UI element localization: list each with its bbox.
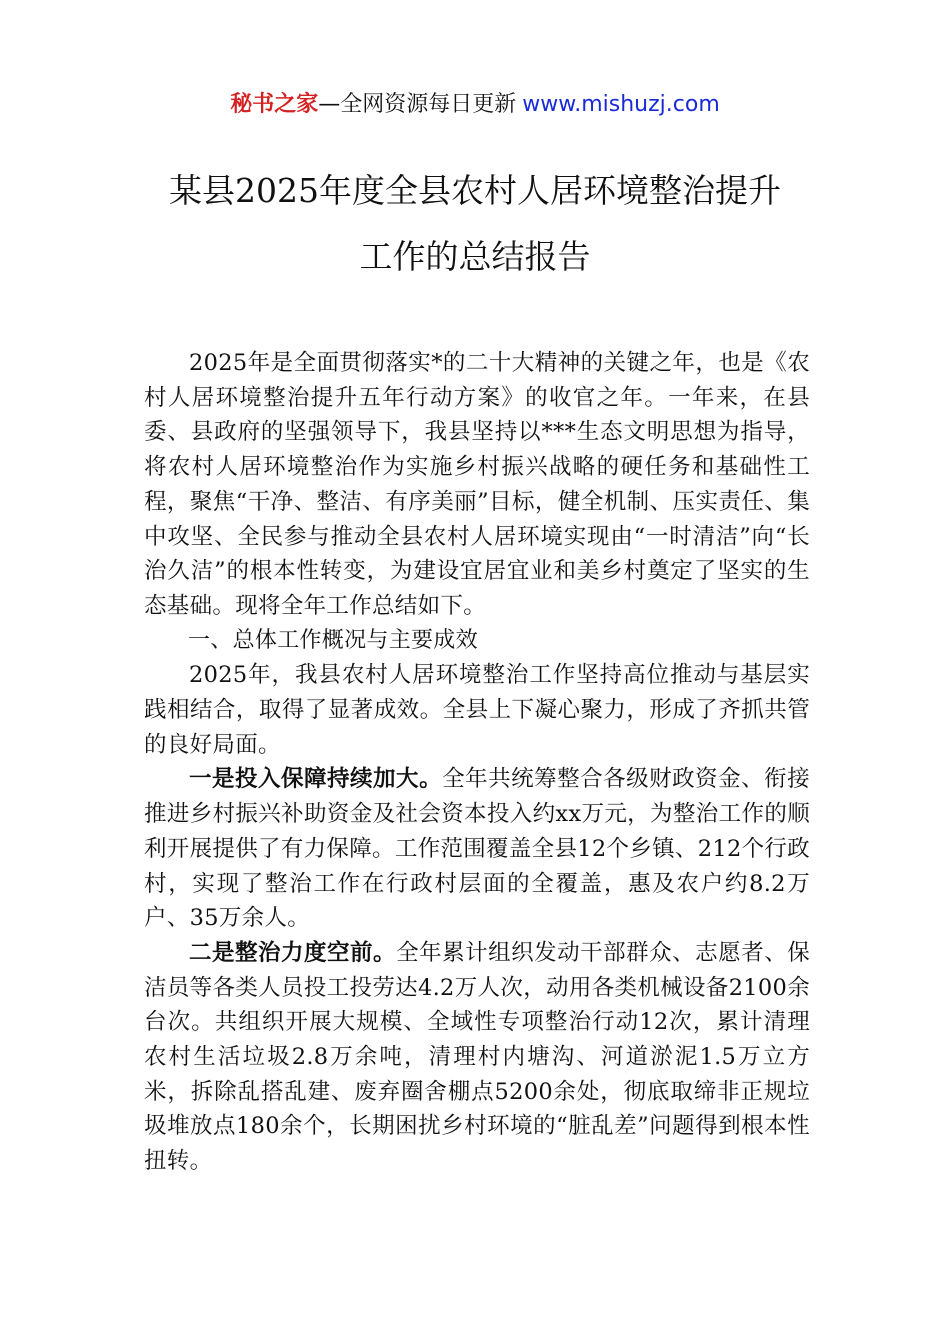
title-line-2: 工作的总结报告	[359, 237, 591, 276]
brand-name: 秘书之家	[230, 92, 319, 117]
title-line-1: 某县2025年度全县农村人居环境整治提升	[169, 171, 781, 210]
point-1-paragraph	[144, 762, 810, 936]
point-2-paragraph	[144, 936, 810, 1179]
document-title	[100, 158, 850, 290]
intro-paragraph: 2025年是全面贯彻落实*的二十大精神的关键之年，也是《农村人居环境整治提升五年行动方案》的收官之年。一年来，在县委、县政府的坚强领导下，我县坚持以***生态文明思想为指导，将农村人居环境整治作为实施乡村振兴战略的硬任务和基础性工程，聚焦“干净、整洁、有序美丽”目标，健全机制、压实责任、集中攻坚、全民参与推动全县农村人居环境实现由“一时清洁”向“长治久洁”的根本性转变，为建设宜居宜业和美乡村奠定了坚实的生态基础。现将全年工作总结如下。	[144, 350, 810, 619]
header-tagline: 全网资源每日更新	[340, 92, 517, 117]
site-url-link[interactable]: www.mishuzj.com	[522, 92, 720, 117]
document-body	[144, 346, 810, 1179]
header-dash: —	[318, 92, 341, 117]
section-heading: 一、总体工作概况与主要成效	[188, 627, 478, 653]
point-2-lead: 二是整治力度空前。	[189, 939, 397, 966]
point-1-lead: 一是投入保障持续加大。	[189, 766, 443, 793]
site-header	[0, 88, 950, 122]
section-intro-paragraph: 2025年，我县农村人居环境整治工作坚持高位推动与基层实践相结合，取得了显著成效。全县上下凝心聚力，形成了齐抓共管的良好局面。	[144, 662, 810, 758]
point-2-text: 全年累计组织发动干部群众、志愿者、保洁员等各类人员投工投劳达4.2万人次，动用各类机械设备2100余台次。共组织开展大规模、全域性专项整治行动12次，累计清理农村生活垃圾2.8万余吨，清理村内塘沟、河道淤泥1.5万立方米，拆除乱搭乱建、废弃圈舍棚点5200余处，彻底取缔非正规垃圾堆放点180余个，长期困扰乡村环境的“脏乱差”问题得到根本性扭转。	[144, 939, 811, 1175]
point-1-text: 全年共统筹整合各级财政资金、衔接推进乡村振兴补助资金及社会资本投入约xx万元，为整治工作的顺利开展提供了有力保障。工作范围覆盖全县12个乡镇、212个行政村，实现了整治工作在行政村层面的全覆盖，惠及农户约8.2万户、35万余人。	[144, 766, 810, 932]
